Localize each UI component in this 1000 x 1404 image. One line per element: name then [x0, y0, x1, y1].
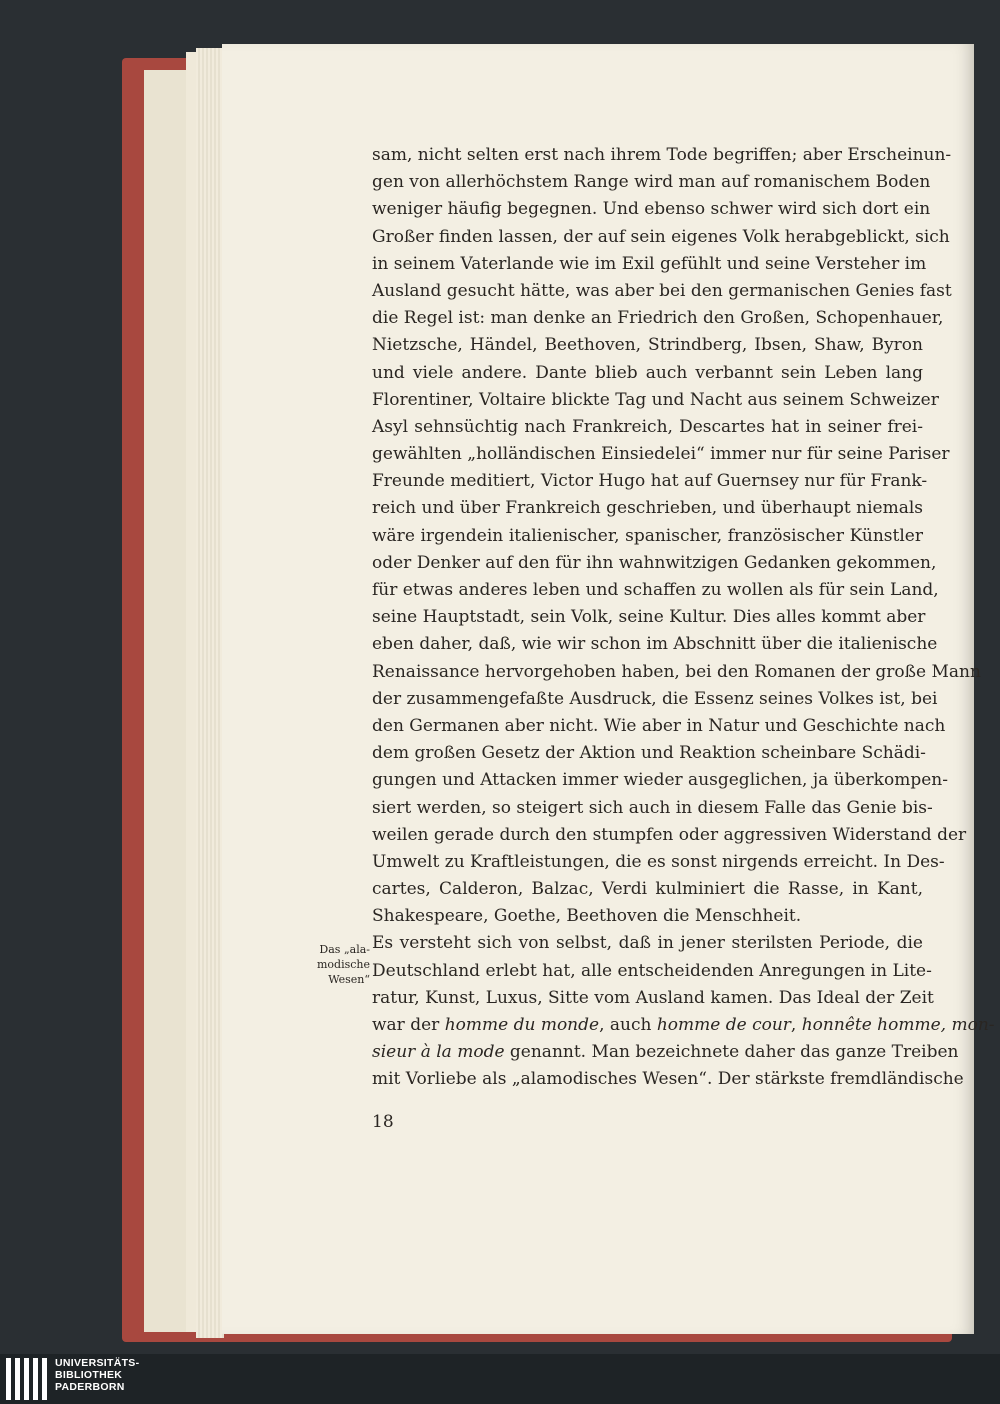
text-line: ratur, Kunst, Luxus, Sitte vom Ausland kamen. Das Ideal der Zeit: [372, 987, 934, 1008]
text-line: Shakespeare, Goethe, Beethoven die Menschheit.: [372, 906, 802, 927]
text-line: die Regel ist: man denke an Friedrich den Großen, Schopenhauer,: [372, 308, 944, 329]
text-line: Asyl sehnsüchtig nach Frankreich, Descartes hat in seiner frei-: [372, 416, 923, 437]
library-footer: [0, 1354, 1000, 1404]
library-logo-text: [55, 1357, 139, 1393]
text-line: wäre irgendein italienischer, spanischer, französischer Künstler: [372, 525, 923, 546]
text-line: seine Hauptstadt, sein Volk, seine Kultur. Dies alles kommt aber: [372, 607, 926, 628]
margin-note-line: Wesen“: [328, 973, 370, 986]
text-line: Es versteht sich von selbst, daß in jener sterilsten Periode, die: [372, 933, 923, 954]
text-line: der zusammengefaßte Ausdruck, die Essenz seines Volkes ist, bei: [372, 688, 938, 709]
text-line: in seinem Vaterlande wie im Exil gefühlt und seine Versteher im: [372, 253, 927, 274]
text-line-italic-mixed: [372, 1012, 995, 1039]
text-line: oder Denker auf den für ihn wahnwitzigen Gedanken gekommen,: [372, 552, 937, 573]
logo-line: UNIVERSITÄTS-: [55, 1357, 140, 1369]
text-line: cartes, Calderon, Balzac, Verdi kulminiert die Rasse, in Kant,: [372, 879, 923, 900]
text-line: Ausland gesucht hätte, was aber bei den germanischen Genies fast: [372, 280, 952, 301]
italic-term: sieur à la mode: [372, 1042, 505, 1063]
text-line: weilen gerade durch den stumpfen oder aggressiven Widerstand der: [372, 824, 967, 845]
text-line: Renaissance hervorgehoben haben, bei den Romanen der große Mann: [372, 661, 981, 682]
library-logo-icon: [6, 1358, 48, 1400]
text-segment: , auch: [599, 1015, 657, 1035]
text-line: gen von allerhöchstem Range wird man auf romanischem Boden: [372, 172, 931, 193]
text-line: mit Vorliebe als „alamodisches Wesen“. Der stärkste fremdländische: [372, 1069, 964, 1090]
text-line: Großer finden lassen, der auf sein eigenes Volk herabgeblickt, sich: [372, 226, 950, 247]
text-line-italic-mixed: [372, 1039, 959, 1066]
text-line: gungen und Attacken immer wieder ausgeglichen, ja überkompen-: [372, 770, 948, 791]
text-line: reich und über Frankreich geschrieben, und überhaupt niemals: [372, 498, 923, 519]
logo-line: BIBLIOTHEK: [55, 1369, 123, 1381]
text-line: für etwas anderes leben und schaffen zu wollen als für sein Land,: [372, 580, 939, 600]
italic-term: , mon-: [940, 1015, 995, 1035]
margin-note-line: modische: [316, 958, 370, 971]
text-line: Freunde meditiert, Victor Hugo hat auf Guernsey nur für Frank-: [372, 471, 928, 492]
page-number: 18: [372, 1112, 394, 1132]
margin-note-line: Das „ala-: [319, 943, 370, 956]
text-line: weniger häufig begegnen. Und ebenso schwer wird sich dort ein: [372, 199, 931, 220]
margin-note: [298, 942, 370, 987]
text-line: Deutschland erlebt hat, alle entscheidenden Anregungen in Lite-: [372, 960, 932, 981]
text-line: dem großen Gesetz der Aktion und Reaktion scheinbare Schädi-: [372, 743, 926, 764]
text-line: Nietzsche, Händel, Beethoven, Strindberg, Ibsen, Shaw, Byron: [372, 335, 923, 356]
text-line: den Germanen aber nicht. Wie aber in Natur und Geschichte nach: [372, 715, 946, 736]
text-line: Umwelt zu Kraftleistungen, die es sonst nirgends erreicht. In Des-: [372, 851, 945, 872]
page-edges: [196, 48, 224, 1338]
text-line: und viele andere. Dante blieb auch verbannt sein Leben lang: [372, 362, 923, 383]
text-segment: war der: [372, 1015, 445, 1035]
italic-term: homme du monde: [444, 1015, 600, 1035]
text-line: gewählten „holländischen Einsiedelei“ immer nur für seine Pariser: [372, 444, 950, 465]
text-segment: ,: [790, 1015, 802, 1035]
text-line: Florentiner, Voltaire blickte Tag und Nacht aus seinem Schweizer: [372, 389, 939, 410]
text-line: siert werden, so steigert sich auch in diesem Falle das Genie bis-: [372, 797, 933, 818]
body-text: [372, 142, 995, 1094]
logo-line: PADERBORN: [55, 1381, 125, 1393]
text-line: sam, nicht selten erst nach ihrem Tode begriffen; aber Erscheinun-: [372, 145, 952, 165]
text-line: eben daher, daß, wie wir schon im Abschnitt über die italienische: [372, 634, 938, 655]
italic-term: honnête homme: [801, 1015, 941, 1035]
italic-term: homme de cour: [656, 1015, 791, 1035]
text-segment: genannt. Man bezeichnete daher das ganze Treiben: [504, 1042, 959, 1063]
